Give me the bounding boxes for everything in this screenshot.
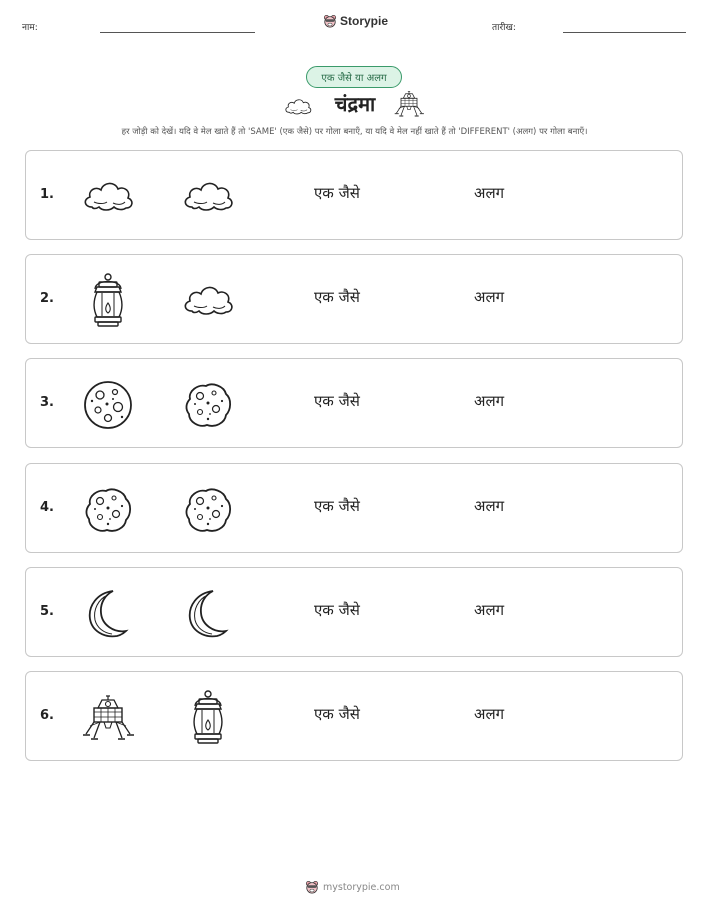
question-row [25, 463, 683, 553]
same-option[interactable]: एक जैसे [314, 288, 360, 307]
question-row [25, 358, 683, 448]
different-option[interactable]: अलग [474, 184, 505, 202]
cloud-icon [80, 169, 136, 225]
footer [305, 880, 400, 894]
question-number: 5. [40, 603, 54, 619]
name-line[interactable] [100, 32, 255, 33]
moon-rock-icon [180, 482, 236, 538]
same-option[interactable]: एक जैसे [314, 392, 360, 411]
lunar-lander-icon [80, 690, 136, 746]
page-title: चंद्रमा [334, 92, 376, 116]
date-label: तारीख: [492, 23, 516, 33]
crescent-moon-icon [180, 586, 236, 642]
question-number: 3. [40, 395, 54, 411]
bear-icon [305, 880, 319, 894]
lantern-icon [180, 690, 236, 746]
instructions: हर जोड़ी को देखें। यदि वे मेल खाते हैं तो 'SAME' (एक जैसे) पर गोला बनाएँ, या यदि वे मेल नहीं खाते हैं तो 'DIFFERENT' (अलग) पर गोला बनाएँ। [121, 127, 588, 137]
question-row [25, 150, 683, 240]
lunar-lander-icon [393, 88, 425, 120]
moon-rock-icon [80, 482, 136, 538]
name-label: नाम: [22, 23, 38, 33]
same-option[interactable]: एक जैसे [314, 496, 360, 515]
cloud-icon [180, 273, 236, 329]
crescent-moon-icon [80, 586, 136, 642]
different-option[interactable]: अलग [474, 288, 505, 307]
brand-logo [323, 14, 388, 28]
question-row [25, 254, 683, 344]
different-option[interactable]: अलग [474, 705, 505, 723]
question-number: 4. [40, 499, 54, 515]
question-number: 6. [40, 708, 54, 723]
different-option[interactable]: अलग [474, 600, 505, 619]
lantern-icon [80, 273, 136, 329]
footer-url: mystorypie.com [323, 881, 400, 893]
different-option[interactable]: अलग [474, 392, 505, 411]
different-option[interactable]: अलग [474, 496, 505, 515]
activity-badge: एक जैसे या अलग [306, 66, 402, 88]
brand-name: Storypie [340, 14, 389, 28]
question-number: 1. [40, 187, 54, 202]
bear-icon [323, 14, 337, 28]
same-option[interactable]: एक जैसे [314, 600, 360, 619]
question-number: 2. [40, 291, 54, 307]
cloud-icon [180, 169, 236, 225]
same-option[interactable]: एक जैसे [314, 184, 360, 202]
full-moon-icon [80, 377, 136, 433]
question-row [25, 671, 683, 761]
date-line[interactable] [563, 32, 686, 33]
question-row [25, 567, 683, 657]
moon-rock-icon [180, 377, 236, 433]
same-option[interactable]: एक जैसे [314, 705, 360, 723]
